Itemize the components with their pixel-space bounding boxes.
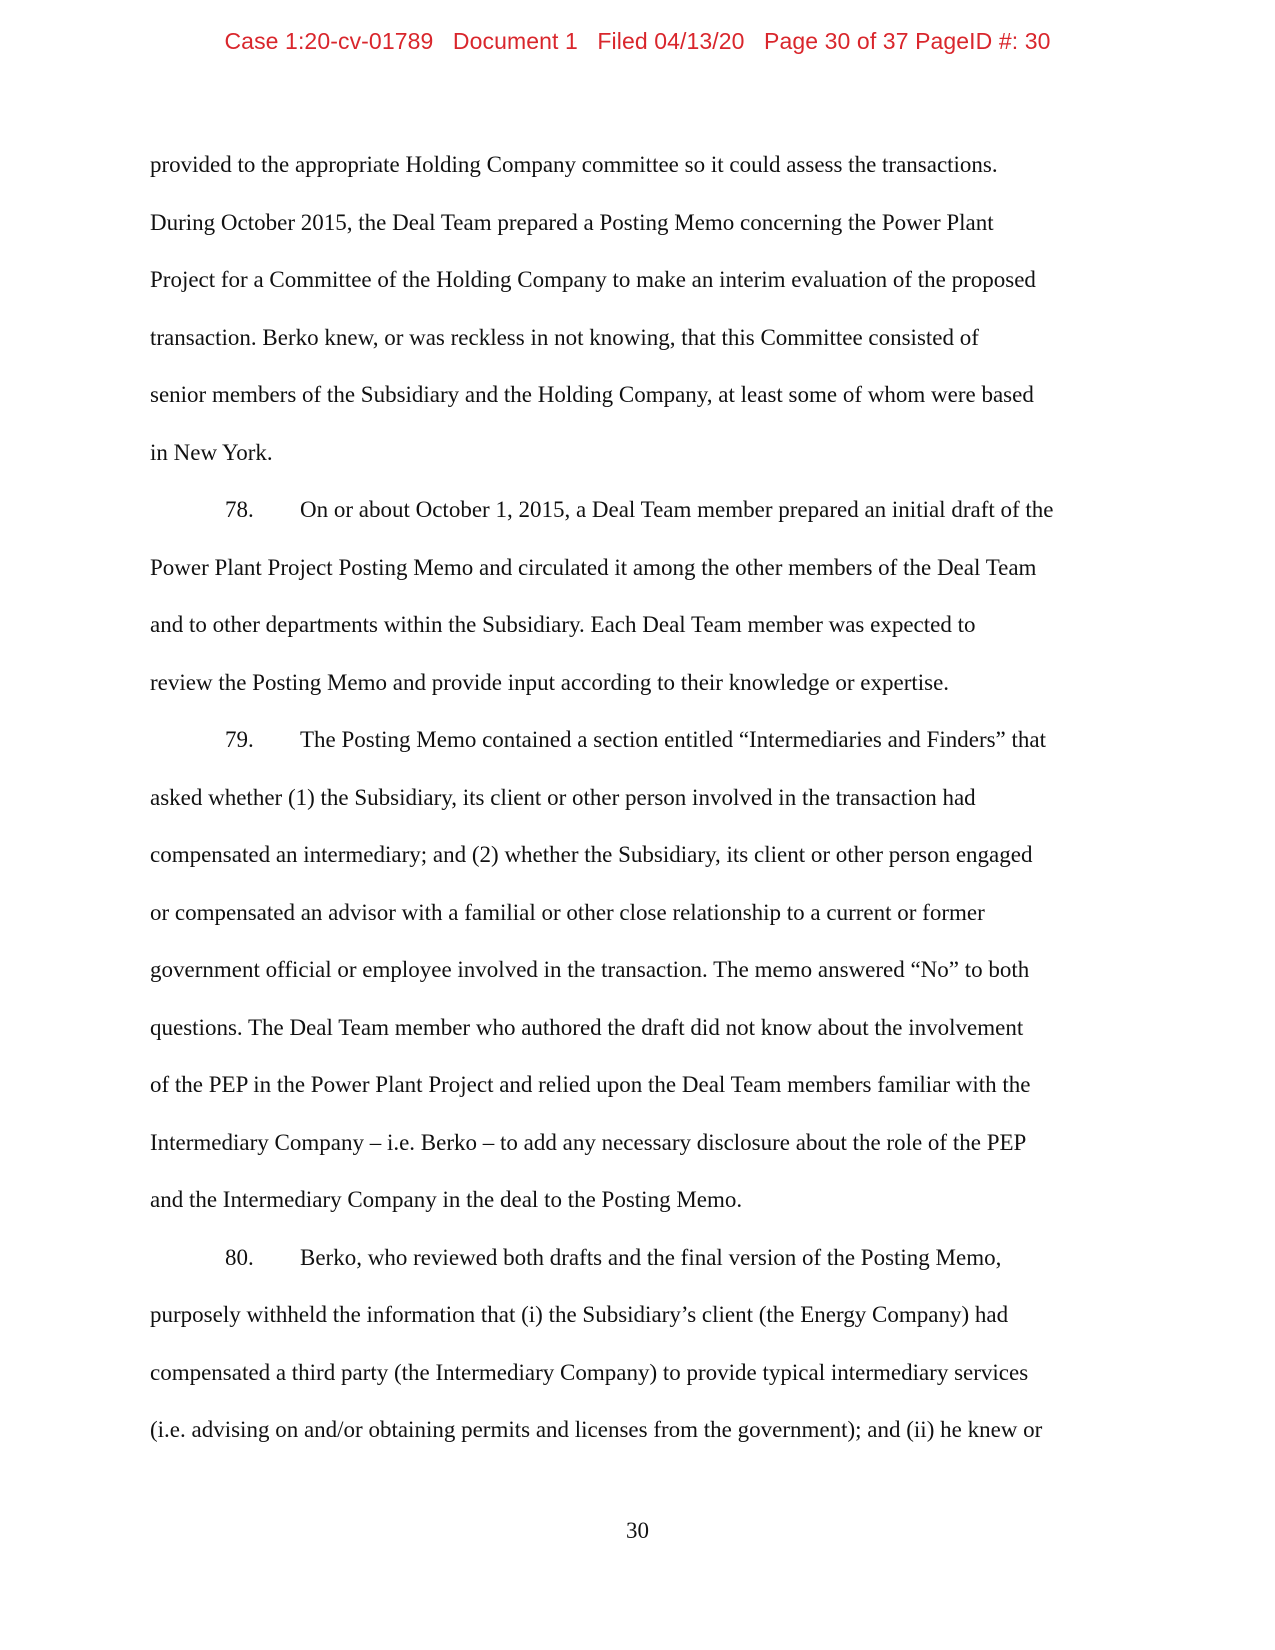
paragraph-number: 79. — [225, 727, 254, 752]
paragraph-80-first-line — [150, 1241, 1125, 1299]
text-line: Intermediary Company – i.e. Berko – to add any necessary disclosure about the role of the PEP — [150, 1129, 1027, 1155]
text-line: review the Posting Memo and provide input according to their knowledge or expertise. — [150, 669, 950, 695]
text-line: compensated a third party (the Intermediary Company) to provide typical intermediary services — [150, 1359, 1029, 1385]
text-line: and the Intermediary Company in the deal to the Posting Memo. — [150, 1187, 743, 1212]
case-number: Case 1:20-cv-01789 — [224, 28, 434, 54]
paragraph-text: The Posting Memo contained a section entitled “Intermediaries and Finders” that — [300, 727, 1047, 752]
text-line: government official or employee involved in the transaction. The memo answered “No” to both — [150, 957, 1030, 982]
text-line: asked whether (1) the Subsidiary, its client or other person involved in the transaction had — [150, 784, 976, 810]
text-line: compensated an intermediary; and (2) whether the Subsidiary, its client or other person engaged — [150, 842, 1033, 867]
paragraph-text: On or about October 1, 2015, a Deal Team member prepared an initial draft of the — [300, 497, 1054, 522]
court-filing-header — [0, 28, 1275, 55]
text-line: (i.e. advising on and/or obtaining permits and licenses from the government); and (ii) he knew or — [150, 1417, 1043, 1442]
text-line: senior members of the Subsidiary and the Holding Company, at least some of whom were based — [150, 382, 1034, 407]
paragraph-79-first-line — [150, 723, 1125, 781]
page-id: Page 30 of 37 PageID #: 30 — [764, 28, 1051, 54]
paragraph-number: 78. — [225, 497, 254, 522]
text-line: questions. The Deal Team member who authored the draft did not know about the involvement — [150, 1014, 1024, 1040]
document-body — [150, 148, 1125, 1471]
page-number: 30 — [626, 1518, 649, 1543]
text-line: or compensated an advisor with a familial or other close relationship to a current or former — [150, 899, 985, 925]
text-line: in New York. — [150, 439, 273, 465]
text-line: During October 2015, the Deal Team prepared a Posting Memo concerning the Power Plant — [150, 209, 994, 235]
text-line: Project for a Committee of the Holding Company to make an interim evaluation of the proposed — [150, 267, 1036, 292]
text-line: Power Plant Project Posting Memo and circulated it among the other members of the Deal Team — [150, 554, 1037, 580]
text-line: purposely withheld the information that (i) the Subsidiary’s client (the Energy Company) had — [150, 1302, 1009, 1327]
paragraph-number: 80. — [225, 1244, 254, 1270]
text-line: provided to the appropriate Holding Company committee so it could assess the transactions. — [150, 152, 998, 177]
paragraph-78-first-line — [150, 493, 1125, 551]
paragraph-text: Berko, who reviewed both drafts and the final version of the Posting Memo, — [300, 1244, 1002, 1270]
text-line: transaction. Berko knew, or was reckless in not knowing, that this Committee consisted of — [150, 324, 979, 350]
document-number: Document 1 — [452, 28, 578, 54]
text-line: of the PEP in the Power Plant Project and relied upon the Deal Team members familiar with the — [150, 1072, 1031, 1097]
filed-date: Filed 04/13/20 — [597, 28, 745, 54]
text-line: and to other departments within the Subsidiary. Each Deal Team member was expected to — [150, 612, 976, 637]
